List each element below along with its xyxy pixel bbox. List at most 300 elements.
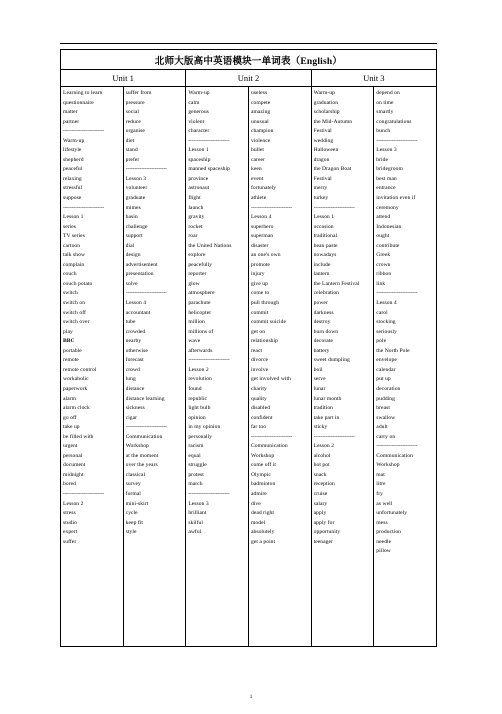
vocab-word: merry <box>313 185 328 192</box>
vocab-word: advertisement <box>125 261 158 268</box>
vocab-word: solve <box>125 280 138 287</box>
section-separator: ------------------------ <box>125 424 167 431</box>
vocab-word: cruise <box>313 490 328 497</box>
unit-1-column-a <box>61 87 124 647</box>
vocab-word: midnight <box>63 471 84 478</box>
vocab-word: keen <box>250 166 262 173</box>
vocab-word: absolutely <box>250 529 275 536</box>
vocab-word: scholarship <box>313 109 340 116</box>
vocab-word: manned spaceship <box>188 166 230 173</box>
vocab-word: glow <box>188 280 200 287</box>
vocab-word: carol <box>376 309 388 316</box>
vocab-word: presentation <box>125 271 154 278</box>
vocab-word: province <box>188 175 209 182</box>
vocab-word: Festival <box>313 128 332 135</box>
vocab-word: the North Pole <box>376 347 410 354</box>
vocab-word: suffer <box>63 538 77 545</box>
vocab-word: Lesson 2 <box>188 366 209 373</box>
vocab-word: breast <box>376 405 390 412</box>
vocab-word: be filled with <box>63 433 94 440</box>
vocab-word: republic <box>188 395 208 402</box>
unit-2-column-b <box>248 87 311 647</box>
vocab-word: personally <box>188 433 213 440</box>
vocab-word: divorce <box>250 357 269 364</box>
vocab-word: take part in <box>313 414 340 421</box>
vocab-word: include <box>313 261 331 268</box>
vocab-word: alcohol <box>313 452 331 459</box>
vocab-word: come off it <box>250 462 276 469</box>
vocab-word: at the moment <box>125 452 159 459</box>
vocab-word: lung <box>125 376 136 383</box>
vocab-word: parachute <box>188 300 211 307</box>
vocab-word: play <box>63 328 73 335</box>
unit-3-column-b <box>374 87 437 647</box>
vocab-word: Warm-up <box>63 137 85 144</box>
vocab-word: challenge <box>125 223 148 230</box>
vocab-word: useless <box>250 90 268 96</box>
vocab-word: reduce <box>125 118 141 125</box>
vocab-word: nearby <box>125 338 142 345</box>
vocab-word: march <box>188 481 203 488</box>
vocab-word: over the years <box>125 462 158 469</box>
vocab-word: BBC <box>63 338 75 345</box>
vocab-word: mess <box>376 519 388 526</box>
vocab-word: switch on <box>63 300 86 307</box>
vocab-word: calm <box>188 99 200 106</box>
vocab-word: roar <box>188 233 198 240</box>
vocab-word: put up <box>376 376 391 383</box>
vocab-word: distance learning <box>125 395 165 402</box>
table-title: 北师大版高中英语模块一单词表（English） <box>61 50 437 70</box>
vocab-word: partner <box>63 118 80 125</box>
vocab-word: mat <box>376 471 385 478</box>
vocab-word: attend <box>376 214 391 221</box>
vocab-word: paperwork <box>63 385 88 392</box>
vocab-word: portable <box>63 347 82 354</box>
section-separator: ------------------------ <box>125 290 167 297</box>
vocab-word: couch potato <box>63 280 93 287</box>
vocab-word: ceremony <box>376 204 399 211</box>
vocab-word: career <box>250 156 265 163</box>
vocab-word: protest <box>188 471 204 478</box>
vocab-word: power <box>313 300 328 307</box>
vocab-word: Festival <box>313 175 332 182</box>
vocab-word: switch over <box>63 319 90 326</box>
vocab-word: bridegroom <box>376 166 403 173</box>
vocab-word: link <box>376 280 386 287</box>
vocab-word: crowd <box>125 366 140 373</box>
vocab-word: studio <box>63 519 77 526</box>
section-separator: ------------------------ <box>63 204 105 211</box>
vocab-word: wave <box>188 338 201 345</box>
vocab-word: as well <box>376 500 393 507</box>
vocab-word: found <box>188 385 202 392</box>
vocab-word: distance <box>125 385 145 392</box>
vocab-word: keep fit <box>125 519 143 526</box>
section-separator: ------------------------ <box>125 166 167 173</box>
vocab-word: Lesson 3 <box>188 500 209 507</box>
vocab-word: get on <box>250 328 266 335</box>
vocab-word: Workshop <box>125 443 149 450</box>
vocab-word: promote <box>250 261 270 268</box>
vocab-word: volunteer <box>125 185 148 192</box>
vocab-word: Lesson 2 <box>313 443 335 450</box>
page-number: 1 <box>249 694 253 700</box>
vocab-word: equal <box>188 452 201 459</box>
vocab-word: skilful <box>188 519 203 526</box>
vocab-word: lantern <box>313 271 330 278</box>
vocab-word: peacefully <box>188 261 213 268</box>
vocab-word: pressure <box>125 99 145 106</box>
vocab-word: relaxing <box>63 175 82 182</box>
vocab-word: suppose <box>63 195 82 202</box>
vocab-word: Lesson 4 <box>250 214 272 221</box>
vocab-word: quality <box>250 395 267 402</box>
vocab-word: decorate <box>313 338 333 345</box>
section-separator: ------------------------ <box>63 490 105 497</box>
vocab-word: accountant <box>125 309 151 316</box>
vocab-word: amazing <box>250 109 271 116</box>
vocab-word: mimes <box>125 204 141 211</box>
vocab-word: Lesson 4 <box>376 300 397 307</box>
vocab-word: rocket <box>188 223 203 230</box>
vocab-word: apply for <box>313 519 335 526</box>
vocab-word: invitation even if <box>376 195 416 202</box>
vocab-word: spaceship <box>188 156 211 163</box>
vocab-word: lunar <box>313 385 326 392</box>
section-separator: ------------------------ <box>250 204 293 211</box>
vocab-word: graduate <box>125 195 146 202</box>
vocab-word: injury <box>250 271 265 278</box>
vocab-word: afterwards <box>188 347 213 354</box>
vocab-word: smartly <box>376 109 394 116</box>
section-separator: ------------------------ <box>250 433 293 440</box>
vocab-word: formal <box>125 490 141 497</box>
vocab-word: alarm clock <box>63 405 90 412</box>
vocab-word: battery <box>313 347 330 354</box>
vocab-word: stress <box>63 510 76 517</box>
top-rule <box>60 43 437 44</box>
vocab-word: snack <box>313 471 327 478</box>
vocab-word: decoration <box>376 385 401 392</box>
vocab-word: Warm-up <box>188 90 210 96</box>
vocab-word: TV series <box>63 233 85 240</box>
vocab-word: adult <box>376 424 388 431</box>
vocab-word: Lesson 3 <box>376 147 397 154</box>
vocab-word: Lesson 4 <box>125 300 147 307</box>
vocab-word: expert <box>63 529 78 536</box>
vocab-word: diet <box>125 137 135 144</box>
section-separator: ------------------------ <box>188 357 230 364</box>
section-separator: ------------------------ <box>376 443 418 450</box>
vocab-word: swallow <box>376 414 396 421</box>
vocab-word: design <box>125 252 141 259</box>
section-separator: ------------------------ <box>376 137 418 144</box>
vocab-word: darkness <box>313 309 334 316</box>
vocab-word: switch <box>63 290 78 297</box>
vocab-word: give up <box>250 280 268 287</box>
vocab-word: stand <box>125 147 138 154</box>
vocab-word: otherwise <box>125 347 148 354</box>
vocab-word: lunar month <box>313 395 342 402</box>
vocab-word: wedding <box>313 137 334 144</box>
vocab-word: teenager <box>313 538 333 545</box>
vocab-word: document <box>63 462 86 469</box>
vocab-word: prefer <box>125 156 140 163</box>
vocab-word: reporter <box>188 271 207 278</box>
vocab-word: get a point <box>250 538 276 545</box>
vocab-word: needle <box>376 538 392 545</box>
vocab-word: go off <box>63 414 77 421</box>
vocab-word: alarm <box>63 395 76 402</box>
vocab-word: sticky <box>313 424 328 431</box>
vocab-word: an one's own <box>250 252 281 259</box>
vocab-word: pillow <box>376 548 391 555</box>
vocab-word: million <box>188 319 205 326</box>
vocab-word: in my opinion <box>188 424 221 431</box>
vocab-word: pull through <box>250 300 280 307</box>
vocab-word: depend on <box>376 90 400 96</box>
vocab-word: react <box>250 347 263 354</box>
vocab-word: urgent <box>63 443 78 450</box>
vocab-word: suffer from <box>125 90 152 96</box>
vocab-word: the United Nations <box>188 242 232 249</box>
vocab-word: series <box>63 223 77 230</box>
vocab-word: admire <box>250 490 267 497</box>
vocab-word: flight <box>188 195 201 202</box>
vocab-word: envelope <box>376 357 397 364</box>
vocab-word: disabled <box>250 405 271 412</box>
vocab-word: disaster <box>250 242 269 249</box>
vocab-word: entrance <box>376 185 396 192</box>
vocab-word: gravity <box>188 214 205 221</box>
vocab-word: dead right <box>250 510 274 517</box>
vocab-word: tube <box>125 319 136 326</box>
vocab-word: Learning to learn <box>63 90 103 96</box>
vocab-word: superhero <box>250 223 274 230</box>
vocab-word: opinion <box>188 414 206 421</box>
vocab-word: mini-skirt <box>125 500 149 507</box>
vocab-word: congratulations <box>376 118 412 125</box>
vocab-word: salary <box>313 500 328 507</box>
vocab-word: Workshop <box>376 462 400 469</box>
vocab-word: relationship <box>250 338 278 345</box>
vocab-word: Greek <box>376 252 391 259</box>
vocab-word: bored <box>63 481 76 488</box>
vocab-word: matter <box>63 109 78 116</box>
vocab-word: shepherd <box>63 156 84 163</box>
vocab-word: badminton <box>250 481 276 488</box>
unit-2-header: Unit 2 <box>186 70 311 87</box>
vocab-word: come to <box>250 290 270 297</box>
vocab-word: commit suicide <box>250 319 287 326</box>
vocab-word: boil <box>313 366 323 373</box>
unit-3-header: Unit 3 <box>311 70 436 87</box>
vocab-word: generous <box>188 109 209 116</box>
vocab-word: best man <box>376 175 397 182</box>
vocab-word: serve <box>313 376 326 383</box>
section-separator: ------------------------ <box>376 290 418 297</box>
vocab-word: helicopter <box>188 309 212 316</box>
vocab-word: tradition <box>313 405 334 412</box>
vocab-word: millions of <box>188 328 214 335</box>
vocab-word: peaceful <box>63 166 83 173</box>
vocab-word: stressful <box>63 185 83 192</box>
vocab-word: racism <box>188 443 204 450</box>
vocab-word: Lesson 1 <box>313 214 335 221</box>
vocab-word: far too <box>250 424 267 431</box>
vocab-word: pudding <box>376 395 395 402</box>
vocab-word: launch <box>188 204 204 211</box>
vocab-word: organise <box>125 128 145 135</box>
vocab-word: superman <box>250 233 274 240</box>
vocab-word: unusual <box>250 118 269 125</box>
word-row <box>61 87 437 647</box>
vocab-word: violent <box>188 118 205 125</box>
vocab-word: contribute <box>376 242 400 249</box>
vocab-word: ought <box>376 233 390 240</box>
vocab-word: commit <box>250 309 269 316</box>
vocab-word: social <box>125 109 140 116</box>
vocab-word: ribbon <box>376 271 392 278</box>
vocab-word: pole <box>376 338 387 345</box>
section-separator: ------------------------ <box>313 204 355 211</box>
vocab-word: apply <box>313 510 327 517</box>
vocab-word: bean paste <box>313 242 338 249</box>
vocab-word: champion <box>250 128 274 135</box>
vocab-word: destroy <box>313 319 331 326</box>
vocab-word: stocking <box>376 319 396 326</box>
vocab-word: dive <box>250 500 261 507</box>
vocab-word: model <box>250 519 266 526</box>
vocab-word: get involved with <box>250 376 291 383</box>
vocab-word: Communication <box>250 443 288 450</box>
vocabulary-table <box>60 49 437 647</box>
vocab-word: style <box>125 529 137 536</box>
section-separator: ------------------------ <box>63 128 105 135</box>
vocab-word: lifestyle <box>63 147 82 154</box>
vocab-word: awful <box>188 529 202 536</box>
vocab-word: atmosphere <box>188 290 215 297</box>
vocab-word: bullet <box>250 147 265 154</box>
vocab-word: fry <box>376 490 383 497</box>
vocab-word: Warm-up <box>313 90 335 96</box>
section-separator: ------------------------ <box>188 490 230 497</box>
vocab-word: sickness <box>125 405 145 412</box>
vocab-word: nowadays <box>313 252 337 259</box>
vocab-word: reception <box>313 481 335 488</box>
vocab-word: the Mid-Autumn <box>313 118 353 125</box>
vocab-word: athlete <box>250 195 267 202</box>
vocab-word: opportunity <box>313 529 341 536</box>
vocab-word: Workshop <box>250 452 275 459</box>
unit-1-column-b <box>123 87 186 647</box>
section-separator: ------------------------ <box>313 433 355 440</box>
vocab-word: fortunately <box>250 185 277 192</box>
vocab-word: couch <box>63 271 77 278</box>
vocab-word: crowded <box>125 328 146 335</box>
vocab-word: Olympic <box>250 471 271 478</box>
vocab-word: light bulb <box>188 405 211 412</box>
vocab-word: the Dragon Boat <box>313 166 352 173</box>
vocab-word: hot pot <box>313 462 330 469</box>
vocab-word: unfortunately <box>376 510 408 517</box>
vocab-word: calendar <box>376 366 396 373</box>
vocab-word: violence <box>250 137 271 144</box>
vocab-word: cartoon <box>63 242 81 249</box>
vocab-word: bunch <box>376 128 391 135</box>
vocab-word: revolution <box>188 376 212 383</box>
vocab-word: Communication <box>376 452 413 459</box>
vocab-word: workaholic <box>63 376 89 383</box>
vocab-word: on time <box>376 99 394 106</box>
vocab-word: production <box>376 529 402 536</box>
vocab-word: Halloween <box>313 147 339 154</box>
vocab-word: take up <box>63 424 80 431</box>
vocab-word: cycle <box>125 510 138 517</box>
vocab-word: Lesson 1 <box>63 214 84 221</box>
vocab-word: astronaut <box>188 185 210 192</box>
vocab-word: Lesson 2 <box>63 500 84 507</box>
vocab-word: turkey <box>313 195 329 202</box>
vocab-word: sweet dumpling <box>313 357 350 364</box>
vocab-word: forecast <box>125 357 144 364</box>
vocab-word: cigar <box>125 414 138 421</box>
vocab-word: basin <box>125 214 138 221</box>
vocab-word: Lesson 3 <box>125 175 147 182</box>
vocab-word: carry on <box>376 433 396 440</box>
unit-2-column-a <box>186 87 249 647</box>
title-row <box>61 50 437 70</box>
vocab-word: bride <box>376 156 389 163</box>
vocab-word: seriously <box>376 328 397 335</box>
vocab-word: Indonesian <box>376 223 402 230</box>
vocab-word: talk show <box>63 252 86 259</box>
vocab-word: classical <box>125 471 146 478</box>
vocab-word: event <box>250 175 264 182</box>
vocab-word: traditional <box>313 233 338 240</box>
vocab-word: personal <box>63 452 83 459</box>
vocab-word: litre <box>376 481 386 488</box>
vocab-word: survey <box>125 481 141 488</box>
unit-1-header: Unit 1 <box>61 70 186 87</box>
section-separator: ------------------------ <box>188 137 230 144</box>
vocab-word: graduation <box>313 99 339 106</box>
vocab-word: occasion <box>313 223 334 230</box>
vocab-word: burn down <box>313 328 339 335</box>
vocab-word: the Lantern Festival <box>313 280 360 287</box>
vocab-word: celebration <box>313 290 340 297</box>
vocab-word: struggle <box>188 462 207 469</box>
vocab-word: questionnaire <box>63 99 94 106</box>
vocab-word: dragon <box>313 156 330 163</box>
vocab-word: confident <box>250 414 273 421</box>
vocab-word: complain <box>63 261 85 268</box>
vocab-word: switch off <box>63 309 86 316</box>
unit-header-row <box>61 70 437 87</box>
vocab-word: character <box>188 128 210 135</box>
vocab-word: Lesson 1 <box>188 147 209 154</box>
vocab-word: compete <box>250 99 271 106</box>
unit-3-column-a <box>311 87 374 647</box>
vocab-word: remote control <box>63 366 97 373</box>
vocab-word: involve <box>250 366 269 373</box>
vocab-word: dial <box>125 242 135 249</box>
vocab-word: remote <box>63 357 79 364</box>
vocab-word: support <box>125 233 143 240</box>
vocab-word: brilliant <box>188 510 207 517</box>
vocab-word: Communication <box>125 433 163 440</box>
